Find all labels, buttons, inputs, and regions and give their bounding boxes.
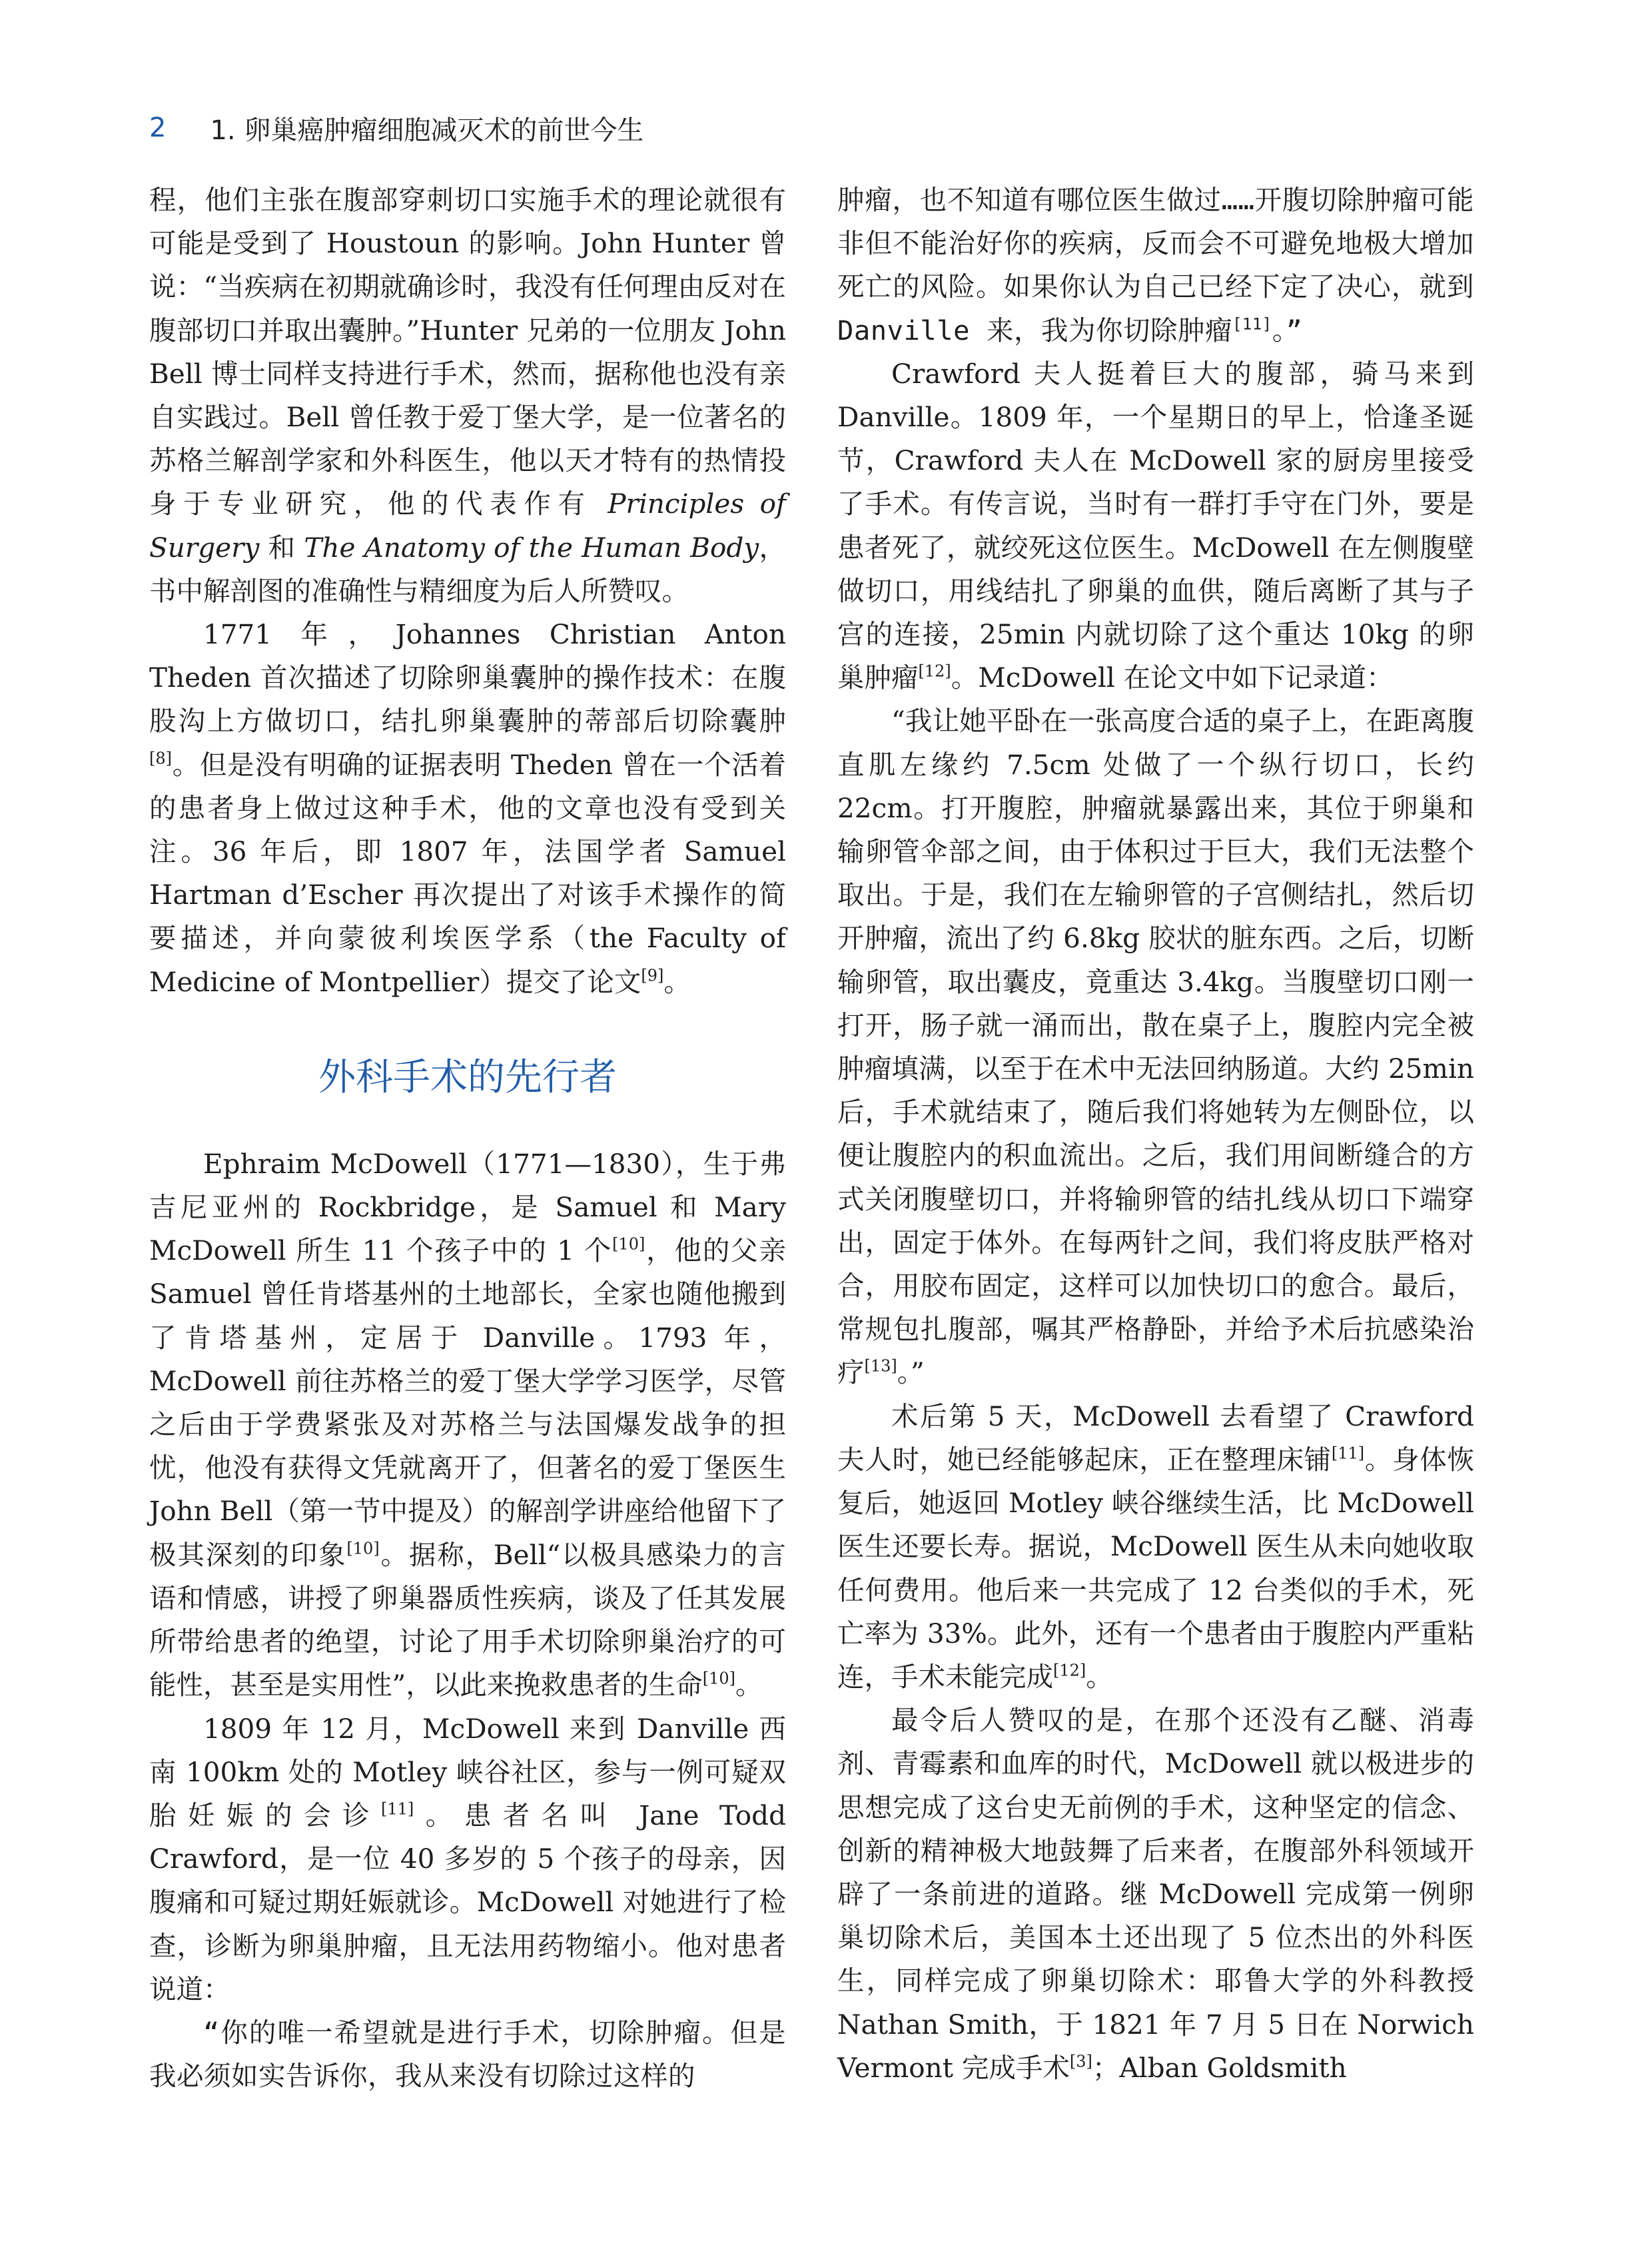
paragraph-8 [837, 1699, 1474, 2090]
paragraph-8-tail: ；Alban Goldsmith [1092, 2051, 1347, 2084]
book-title-anatomy: The Anatomy of the Human Body [304, 531, 759, 564]
paragraph-5-tail: 。McDowell 在论文中如下记录道： [951, 662, 1394, 694]
paragraph-1-text: 程，他们主张在腹部穿刺切口实施手术的理论就很有可能是受到了 Houstoun 的影响。John Hunter 曾说：“当疾病在初期就确诊时，我没有任何理由反对在腹部切口并取出囊肿。”Hunter 兄弟的一位朋友 John Bell 博士同样支持进行手术，然而，据称他也没有亲自实践过。Bell 曾任教于爱丁堡大学，是一位著名的苏格兰解剖学家和外科医生，他以天才特有的热情投身于专业研究，他的代表作有 [149, 184, 786, 520]
citation-ref: [12] [1053, 1661, 1086, 1680]
book-title-principles: Principles of Surgery [149, 488, 786, 564]
paragraph-7-tail: 。 [1086, 1660, 1113, 1693]
running-title: 1. 卵巢癌肿瘤细胞减灭术的前世今生 [210, 115, 644, 146]
paragraph-3-text-b: ，他的父亲 Samuel 曾任肯塔基州的土地部长，全家也随他搬到了肯塔基州，定居于 Danville。1793 年，McDowell 前往苏格兰的爱丁堡大学学习医学，尽管之后由于学费紧张及对苏格兰与法国爆发战争的担忧，他没有获得文凭就离开了，但著名的爱丁堡医生 John Bell（第一节中提及）的解剖学讲座给他留下了极其深刻的印象 [149, 1234, 786, 1571]
citation-ref: [13] [864, 1356, 897, 1376]
citation-ref: [11] [1232, 314, 1272, 334]
paragraph-7-text: 术后第 5 天，McDowell 去看望了 Crawford 夫人时，她已经能够起床，正在整理床铺 [837, 1400, 1474, 1476]
paragraph-1-tail: ，书中解剖图的准确性与精细度为后人所赞叹。 [149, 531, 786, 607]
citation-ref: [10] [346, 1539, 380, 1558]
paragraph-2-text: 1771 年，Johannes Christian Anton Theden 首次描述了切除卵巢囊肿的操作技术：在腹股沟上方做切口，结扎卵巢囊肿的蒂部后切除囊肿 [149, 618, 786, 737]
paragraph-2-text-b: 。但是没有明确的证据表明 Theden 曾在一个活着的患者身上做过这种手术，他的文章也没有受到关注。36 年后，即 1807 年，法国学者 Samuel Hartman d’Escher 再次提出了对该手术操作的简要描述，并向蒙彼利埃医学系（the Faculty of Medicine of Montpellier）提交了论文 [149, 748, 786, 998]
paragraph-3-text-c: 。据称，Bell“以极具感染力的言语和情感，讲授了卵巢器质性疾病，谈及了任其发展所带给患者的绝望，讨论了用手术切除卵巢治疗的可能性，甚至是实用性”，以此来挽救患者的生命 [149, 1538, 787, 1701]
paragraph-7-text-b: 。身体恢复后，她返回 Motley 峡谷继续生活，比 McDowell 医生还要长寿。据说，McDowell 医生从未向她收取任何费用。他后来一共完成了 12 台类似的手术，死亡率为 33%。此外，还有一个患者由于腹腔内严重粘连，手术未能完成 [837, 1443, 1475, 1693]
paragraph-1-conjunction: 和 [259, 531, 304, 564]
quote-paragraph: “你的唯一希望就是进行手术，切除肿瘤。但是我必须如实告诉你，我从来没有切除过这样的 [149, 2016, 786, 2092]
citation-ref: [10] [612, 1234, 645, 1254]
paragraph-3 [149, 1142, 786, 1707]
page-number: 2 [149, 113, 167, 143]
paragraph-6 [837, 699, 1474, 1394]
right-column [837, 179, 1474, 2090]
citation-ref: [11] [380, 1799, 414, 1819]
quote-continued-text: 肿瘤，也不知道有哪位医生做过……开腹切除肿瘤可能非但不能治好你的疾病，反而会不可避免地极大增加死亡的风险。如果你认为自己已经下定了决心，就到 Danville 来，我为你切除肿瘤 [837, 184, 1474, 346]
paragraph-7 [837, 1395, 1474, 1699]
paragraph-4-text-b: 。患者名叫 Jane Todd Crawford，是一位 40 多岁的 5 个孩子的母亲，因腹痛和可疑过期妊娠就诊。McDowell 对她进行了检查，诊断为卵巢肿瘤，且无法用药物缩小。他对患者说道： [149, 1799, 786, 2005]
citation-ref: [3] [1069, 2052, 1092, 2071]
paragraph-5-text: Crawford 夫人挺着巨大的腹部，骑马来到 Danville。1809 年，一个星期日的早上，恰逢圣诞节，Crawford 夫人在 McDowell 家的厨房里接受了手术。有传言说，当时有一群打手守在门外，要是患者死了，就绞死这位医生。McDowell 在左侧腹壁做切口，用线结扎了卵巢的血供，随后离断了其与子宫的连接，25min 内就切除了这个重达 10kg 的卵巢肿瘤 [837, 357, 1474, 694]
paragraph-3-text: Ephraim McDowell（1771—1830），生于弗吉尼亚州的 Rockbridge，是 Samuel 和 Mary McDowell 所生 11 个孩子中的 1 个 [149, 1147, 786, 1267]
paragraph-4 [149, 1707, 786, 2011]
paragraph-6-text: “我让她平卧在一张高度合适的桌子上，在距离腹直肌左缘约 7.5cm 处做了一个纵行切口，长约 22cm。打开腹腔，肿瘤就暴露出来，其位于卵巢和输卵管伞部之间，由于体积过于巨大，我们无法整个取出。于是，我们在左输卵管的子宫侧结扎，然后切开肿瘤，流出了约 6.8kg 胶状的脏东西。之后，切断输卵管，取出囊皮，竟重达 3.4kg。当腹壁切口刚一打开，肠子就一涌而出，散在桌子上，腹腔内完全被肿瘤填满，以至于在术中无法回纳肠道。大约 25min 后，手术就结束了，随后我们将她转为左侧卧位，以便让腹腔内的积血流出。之后，我们用间断缝合的方式关闭腹壁切口，并将输卵管的结扎线从切口下端穿出，固定于体外。在每两针之间，我们将皮肤严格对合，用胶布固定，这样可以加快切口的愈合。最后，常规包扎腹部，嘱其严格静卧，并给予术后抗感染治疗 [837, 705, 1474, 1389]
paragraph-3-tail: 。 [735, 1669, 763, 1701]
citation-ref: [9] [641, 966, 664, 985]
paragraph-4-text: 1809 年 12 月，McDowell 来到 Danville 西南 100km 处的 Motley 峡谷社区，参与一例可疑双胎妊娠的会诊 [149, 1712, 786, 1831]
paragraph-2 [149, 613, 786, 1004]
citation-ref: [8] [149, 749, 172, 768]
paragraph-5 [837, 352, 1474, 700]
left-column [149, 179, 786, 2098]
citation-ref: [11] [1331, 1444, 1365, 1463]
paragraph-2-tail: 。 [663, 965, 691, 998]
section-heading: 外科手术的先行者 [318, 1055, 617, 1099]
citation-ref: [10] [702, 1669, 735, 1688]
citation-ref: [12] [918, 662, 951, 681]
quote-continued-tail: 。” [1272, 314, 1303, 346]
paragraph-1 [149, 179, 786, 613]
paragraph-6-tail: 。” [897, 1356, 925, 1389]
paragraph-8-text: 最令后人赞叹的是，在那个还没有乙醚、消毒剂、青霉素和血库的时代，McDowell 就以极进步的思想完成了这台史无前例的手术，这种坚定的信念、创新的精神极大地鼓舞了后来者，在腹部外科领域开辟了一条前进的道路。继 McDowell 完成第一例卵巢切除术后，美国本土还出现了 5 位杰出的外科医生，同样完成了卵巢切除术：耶鲁大学的外科教授 Nathan Smith，于 1821 年 7 月 5 日在 Norwich Vermont 完成手术 [837, 1704, 1474, 2084]
page-header [149, 101, 643, 155]
quote-continued [837, 179, 1474, 352]
